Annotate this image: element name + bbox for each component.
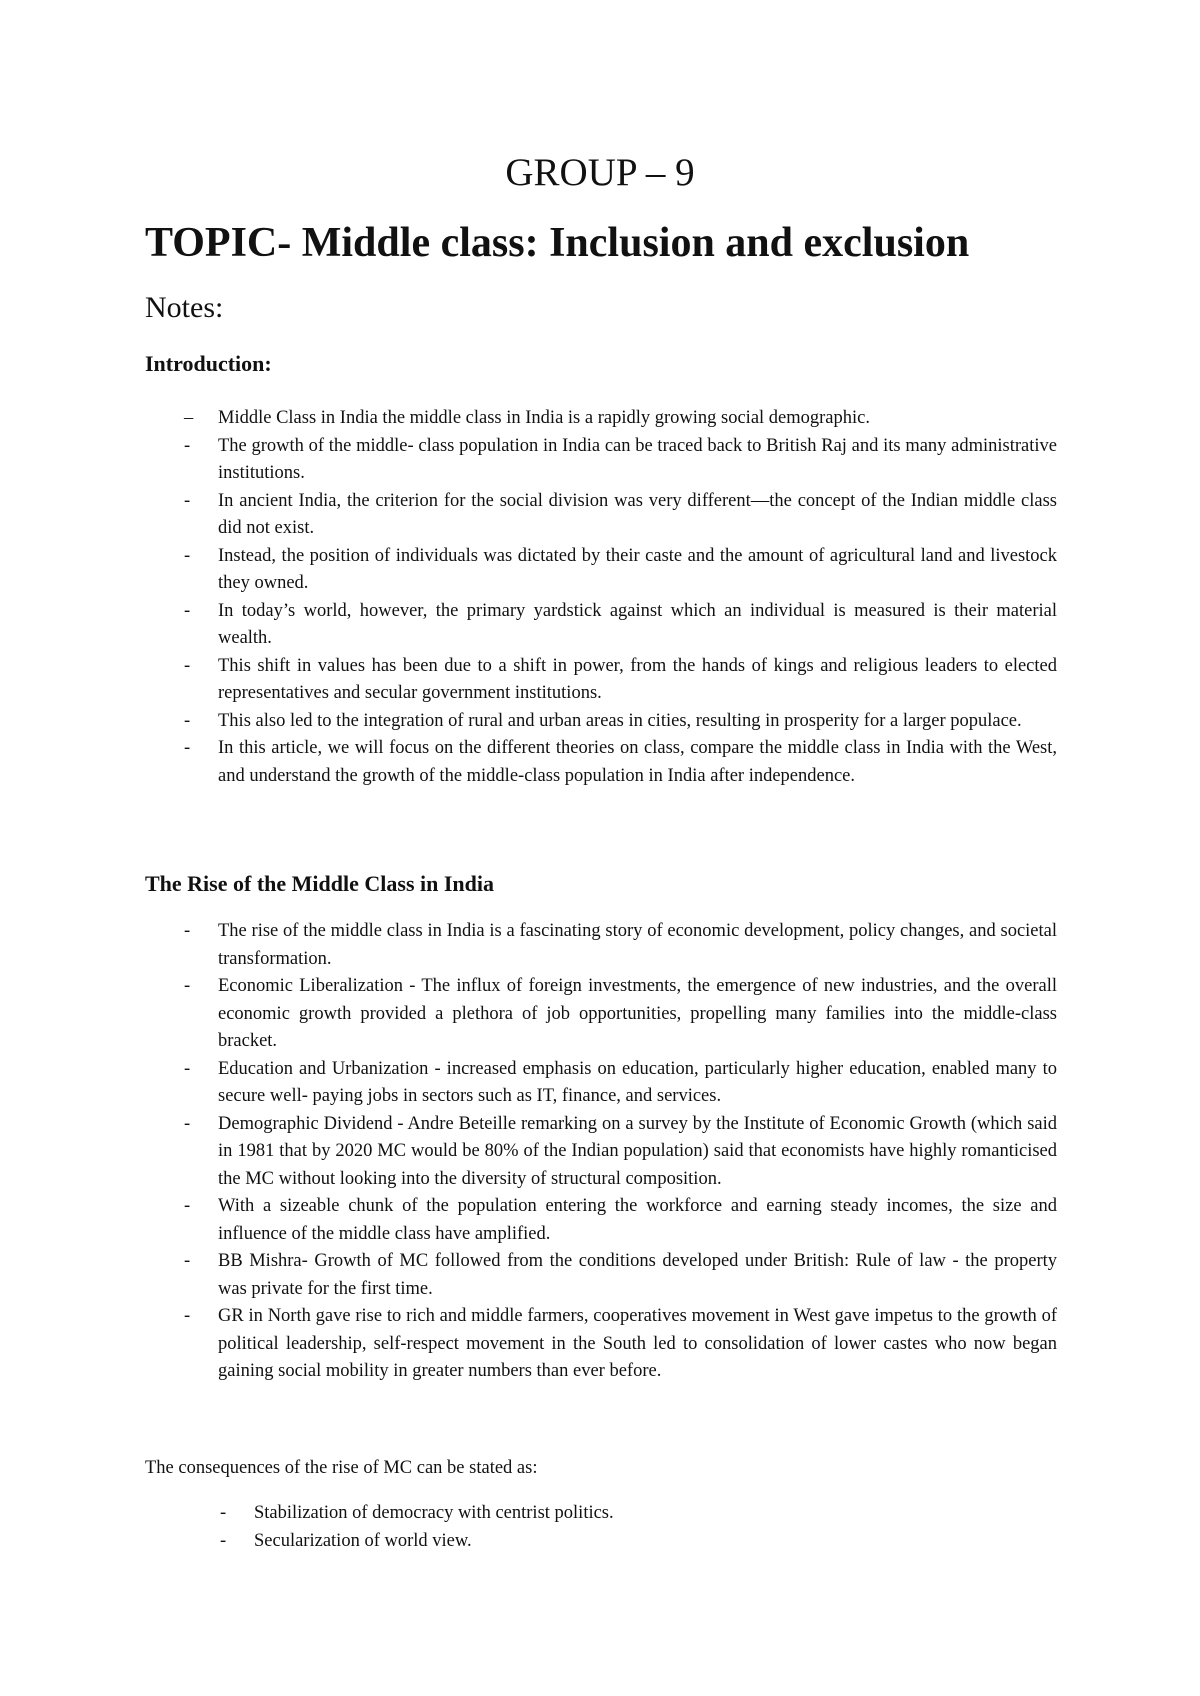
list-item (220, 1528, 920, 1556)
list-item-text: This shift in values has been due to a shift in power, from the hands of kings and religious leaders to elected representatives and secular government institutions. (218, 655, 1057, 703)
bullet-marker: - (184, 1113, 191, 1134)
consequences-intro: The consequences of the rise of MC can be stated as: (145, 1458, 538, 1478)
list-item-text: GR in North gave rise to rich and middle farmers, cooperatives movement in West gave impetus to the growth of political leadership, self-respect movement in the South led to consolidation of lower castes who now began gaining social mobility in greater numbers than ever before. (218, 1306, 1057, 1381)
bullet-marker: - (184, 435, 191, 456)
bullet-marker: - (184, 921, 191, 941)
topic-title: TOPIC- Middle class: Inclusion and exclusion (145, 220, 970, 266)
list-item-text: In today’s world, however, the primary yardstick against which an individual is measured is their material wealth. (218, 600, 1057, 648)
list-item (184, 405, 1057, 433)
bullet-marker: – (184, 408, 194, 428)
list-item-text: With a sizeable chunk of the population entering the workforce and earning steady incomes, the size and influence of the middle class have amplified. (218, 1196, 1057, 1244)
bullet-marker: - (184, 655, 191, 676)
list-item (184, 1111, 1057, 1194)
bullet-marker: - (184, 600, 191, 621)
list-item (184, 1248, 1057, 1303)
list-item (220, 1500, 920, 1528)
list-item-text: Demographic Dividend - Andre Beteille remarking on a survey by the Institute of Economic Growth (which said in 1981 that by 2020 MC would be 80% of the Indian population) said that economists have highly romanticised the MC without looking into the diversity of structural composition. (218, 1113, 1057, 1189)
list-item-text: Education and Urbanization - increased emphasis on education, particularly higher education, enabled many to secure well- paying jobs in sectors such as IT, finance, and services. (218, 1058, 1057, 1106)
list-item-text: The rise of the middle class in India is a fascinating story of economic development, policy changes, and societal transformation. (218, 921, 1057, 969)
list-item (184, 1193, 1057, 1248)
bullet-marker: - (184, 490, 191, 511)
bullet-marker: - (184, 545, 191, 566)
list-item (184, 653, 1057, 708)
list-item-text: Stabilization of democracy with centrist politics. (254, 1503, 614, 1523)
list-item-text: In ancient India, the criterion for the social division was very different—the concept of the Indian middle class did not exist. (218, 490, 1057, 538)
bullet-marker: - (184, 738, 191, 758)
list-item (184, 488, 1057, 543)
list-item (184, 433, 1057, 488)
list-item-text: Middle Class in India the middle class in India is a rapidly growing social demographic. (218, 408, 870, 428)
list-item-text: BB Mishra- Growth of MC followed from the conditions developed under British: Rule of law - the property was private for the first time. (218, 1251, 1057, 1299)
group-title: GROUP – 9 (505, 151, 695, 194)
rise-of-middle-class-heading: The Rise of the Middle Class in India (145, 871, 494, 896)
bullet-marker: - (184, 1251, 191, 1271)
list-item (184, 543, 1057, 598)
bullet-marker: - (184, 1058, 191, 1079)
bullet-marker: - (220, 1530, 227, 1551)
introduction-heading: Introduction: (145, 351, 272, 376)
list-item (184, 1056, 1057, 1111)
list-item (184, 735, 1057, 790)
list-item (184, 918, 1057, 973)
bullet-marker: - (184, 710, 191, 731)
list-item-text: Economic Liberalization - The influx of foreign investments, the emergence of new industries, and the overall economic growth provided a plethora of job opportunities, propelling many families into the middle-class bracket. (218, 976, 1057, 1051)
list-item (184, 1303, 1057, 1386)
list-item (184, 598, 1057, 653)
bullet-marker: - (184, 1196, 191, 1216)
introduction-list (184, 405, 1057, 790)
list-item-text: Instead, the position of individuals was dictated by their caste and the amount of agricultural land and livestock they owned. (218, 545, 1057, 593)
bullet-marker: - (184, 976, 191, 996)
bullet-marker: - (184, 1306, 191, 1326)
notes-label: Notes: (145, 291, 224, 324)
list-item-text: Secularization of world view. (254, 1530, 472, 1551)
list-item (184, 973, 1057, 1056)
consequences-list (220, 1500, 920, 1555)
bullet-marker: - (220, 1503, 227, 1523)
rise-of-middle-class-list (184, 918, 1057, 1386)
list-item-text: In this article, we will focus on the different theories on class, compare the middle class in India with the West, and understand the growth of the middle-class population in India after independence. (218, 738, 1057, 786)
list-item (184, 708, 1057, 736)
list-item-text: This also led to the integration of rural and urban areas in cities, resulting in prosperity for a larger populace. (218, 710, 1022, 731)
list-item-text: The growth of the middle- class population in India can be traced back to British Raj and its many administrative institutions. (218, 435, 1057, 483)
